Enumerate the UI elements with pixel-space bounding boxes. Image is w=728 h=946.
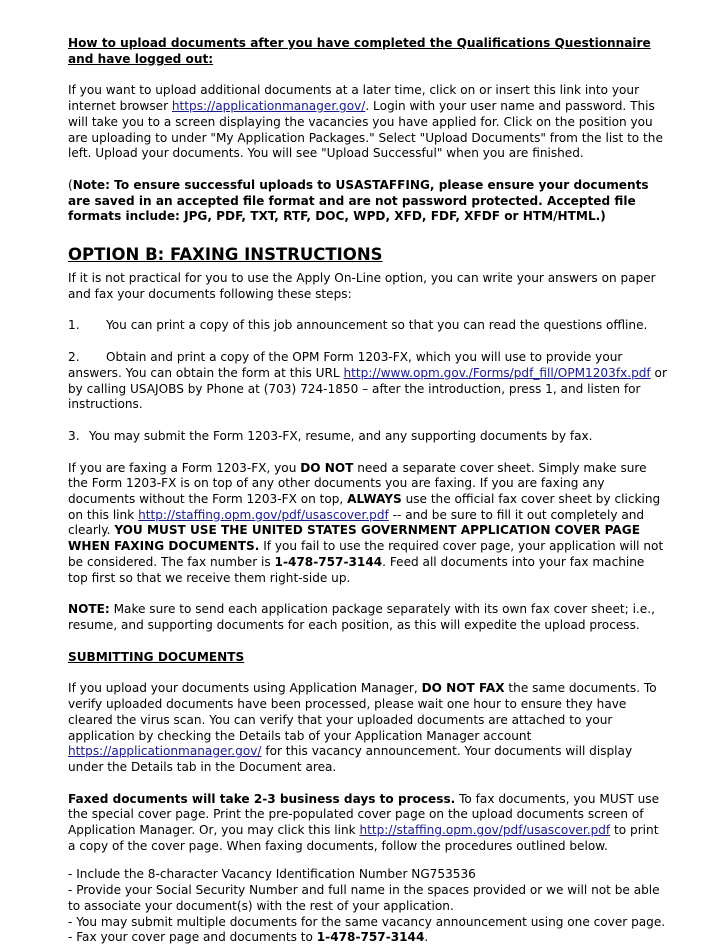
- submitting-paragraph-2: Faxed documents will take 2-3 business days to process. To fax documents, you MUST use the special cover page. Print the pre-populated cover page on the upload documents screen of Application Manager. Or, you may click this link http://staffing.opm.gov/pdf/usascover.pdf to print a copy of the cover page. When faxing documents, follow the procedures outlined below.: [68, 791, 660, 853]
- opm-form-link[interactable]: http://www.opm.gov./Forms/pdf_fill/OPM1203fx.pdf: [343, 365, 651, 380]
- file-format-note: (Note: To ensure successful uploads to USASTAFFING, please ensure your documents are saved in an accepted file format and are not password protected. Accepted file formats include: JPG, PDF, TXT, RTF, DOC, WPD, XFD, FDF, XFDF or HTM/HTML.): [68, 177, 649, 224]
- submitting-paragraph-1: If you upload your documents using Application Manager, DO NOT FAX the same documents. To verify uploaded documents have been processed, please wait one hour to ensure they have cleared the virus scan. You can verify that your uploaded documents are attached to your application by checking the Details tab of your Application Manager account https://applicationmanager.gov/ for this vacancy announcement. Your documents will display under the Details tab in the Document area.: [68, 681, 657, 774]
- fax-procedure-list: [68, 867, 668, 946]
- submitting-documents-heading: SUBMITTING DOCUMENTS: [68, 649, 245, 664]
- faxing-intro: If it is not practical for you to use the Apply On-Line option, you can write your answers on paper and fax your documents following these steps:: [68, 271, 656, 301]
- list-item: - Include the 8-character Vacancy Identification Number NG753536: [68, 867, 476, 882]
- faxing-step-1: 1. You can print a copy of this job announcement so that you can read the questions offline.: [68, 318, 648, 333]
- application-manager-link[interactable]: https://applicationmanager.gov/: [171, 99, 366, 114]
- faxing-step-3: 3. You may submit the Form 1203-FX, resume, and any supporting documents by fax.: [68, 428, 593, 443]
- list-item: - Fax your cover page and documents to 1-478-757-3144.: [68, 930, 429, 945]
- option-b-heading: OPTION B: FAXING INSTRUCTIONS: [68, 245, 383, 265]
- upload-instructions-heading: How to upload documents after you have completed the Qualifications Questionnaire and have logged out:: [68, 36, 651, 66]
- faxing-step-2: 2. Obtain and print a copy of the OPM Form 1203-FX, which you will use to provide your answers. You can obtain the form at this URL http://www.opm.gov./Forms/pdf_fill/OPM1203fx.pdf or by calling USAJOBS by Phone at (703) 724-1850 – after the introduction, press 1, and listen for instructions.: [68, 350, 667, 412]
- upload-instructions-paragraph: If you want to upload additional documents at a later time, click on or insert this link into your internet browser https://applicationmanager.gov/. Login with your user name and password. This will take you to a screen displaying the vacancies you have applied for. Click on the position you are uploading to under "My Application Packages." Select "Upload Documents" from the list to the left. Upload your documents. You will see "Upload Successful" when you are finished.: [68, 83, 663, 161]
- list-item: - Provide your Social Security Number and full name in the spaces provided or we will not be able to associate your document(s) with the rest of your application.: [68, 883, 660, 913]
- fax-note-paragraph: NOTE: Make sure to send each application package separately with its own fax cover sheet; i.e., resume, and supporting documents for each position, as this will expedite the upload process.: [68, 602, 655, 632]
- usas-cover-page-link[interactable]: http://staffing.opm.gov/pdf/usascover.pdf: [359, 823, 611, 838]
- fax-cover-paragraph: If you are faxing a Form 1203-FX, you DO NOT need a separate cover sheet. Simply make sure the Form 1203-FX is on top of any other documents you are faxing. If you are faxing any documents without the Form 1203-FX on top, ALWAYS use the official fax cover sheet by clicking on this link http://staffing.opm.gov/pdf/usascover.pdf -- and be sure to fill it out completely and clearly. YOU MUST USE THE UNITED STATES GOVERNMENT APPLICATION COVER PAGE WHEN FAXING DOCUMENTS. If you fail to use the required cover page, your application will not be considered. The fax number is 1-478-757-3144. Feed all documents into your fax machine top first so that we receive them right-side up.: [68, 460, 664, 585]
- fax-cover-sheet-link[interactable]: http://staffing.opm.gov/pdf/usascover.pdf: [138, 507, 389, 522]
- list-item: - You may submit multiple documents for the same vacancy announcement using one cover page.: [68, 914, 666, 929]
- document-page: [68, 36, 668, 946]
- application-manager-account-link[interactable]: https://applicationmanager.gov/: [68, 744, 262, 759]
